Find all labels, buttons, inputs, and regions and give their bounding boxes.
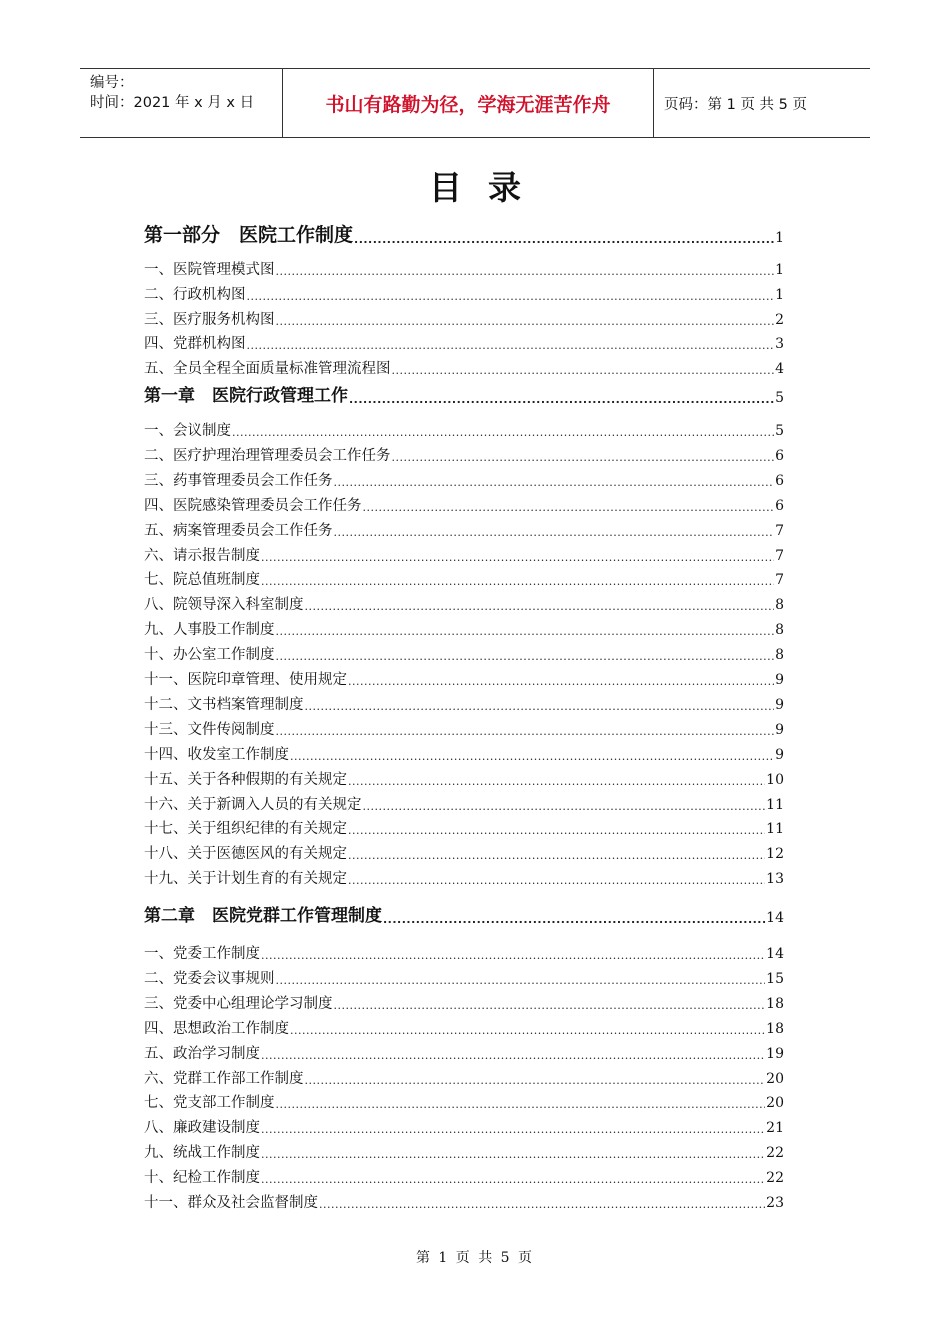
toc-entry-title: 二、行政机构图 [144,286,246,303]
toc-dot-leader [348,823,765,839]
toc-entry [144,1044,784,1064]
toc-page-number: 9 [775,672,784,688]
toc-entry [144,521,784,541]
toc-entry-title: 十三、文件传阅制度 [144,721,275,738]
toc-entry [144,969,784,989]
toc-page-number: 1 [775,286,784,303]
toc-entry [144,720,784,740]
toc-page-number: 1 [775,262,784,278]
toc-dot-leader [363,799,766,815]
toc-entry [144,334,784,354]
toc-entry-title: 十八、关于医德医风的有关规定 [144,846,347,863]
toc-entry [144,1168,784,1188]
toc-page-number: 6 [775,497,784,514]
toc-dot-leader [261,1172,765,1188]
toc-entry-title: 四、党群机构图 [144,336,246,353]
toc-page-number: 14 [766,910,784,926]
toc-dot-leader [334,998,766,1014]
document-number-label: 编号： [90,75,134,91]
toc-page-number: 12 [766,846,784,863]
toc-page-number: 23 [766,1195,784,1211]
page-footer: 第 1 页 共 5 页 [415,1250,535,1266]
toc-entry-title: 三、医疗服务机构图 [144,311,275,328]
toc-entry-title: 十、纪检工作制度 [144,1170,260,1187]
toc-entry [144,670,784,690]
header-info-cell [80,69,282,137]
toc-page-number: 11 [766,821,784,838]
toc-page-number: 6 [775,447,784,464]
toc-entry [144,944,784,964]
toc-entry [144,620,784,640]
toc-entry [144,869,784,889]
toc-page-number: 9 [775,746,784,763]
toc-entry-title: 十七、关于组织纪律的有关规定 [144,821,347,838]
toc-page-number: 7 [775,572,784,589]
toc-dot-leader [276,264,775,280]
toc-dot-leader [354,232,774,248]
toc-page-number: 15 [766,970,784,987]
toc-entry [144,1143,784,1163]
toc-dot-leader [261,1048,765,1064]
toc-dot-leader [247,338,775,354]
toc-entry-title: 八、廉政建设制度 [144,1120,260,1137]
toc-dot-leader [247,289,775,305]
toc-entry-title: 九、人事股工作制度 [144,622,275,639]
toc-dot-leader [290,1023,765,1039]
toc-entry [144,745,784,765]
toc-entry-title: 第二章 医院党群工作管理制度 [144,906,382,926]
toc-page-number: 6 [775,472,784,489]
toc-entry-title: 十五、关于各种假期的有关规定 [144,771,347,788]
toc-dot-leader [305,599,775,615]
toc-entry [144,310,784,330]
toc-part-heading [144,222,784,248]
toc-dot-leader [305,699,775,715]
toc-entry [144,844,784,864]
toc-page-number: 14 [766,946,784,962]
toc-entry-title: 四、医院感染管理委员会工作任务 [144,497,362,514]
toc-entry-title: 十、办公室工作制度 [144,647,275,664]
toc-page-number: 4 [775,361,784,378]
toc-entry [144,994,784,1014]
toc-entry [144,645,784,665]
toc-entry-title: 一、会议制度 [144,423,231,439]
toc-dot-leader [276,314,775,330]
toc-entry [144,285,784,305]
toc-page-number: 18 [766,995,784,1012]
toc-page-number: 8 [775,622,784,639]
toc-page-number: 22 [766,1145,784,1162]
toc-entry [144,546,784,566]
toc-page-number: 8 [775,597,784,614]
toc-dot-leader [363,500,775,516]
toc-page-number: 7 [775,522,784,539]
toc-dot-leader [276,724,775,740]
toc-dot-leader [334,475,775,491]
toc-page-number: 20 [766,1070,784,1087]
toc-entry [144,595,784,615]
toc-dot-leader [232,425,774,441]
toc-page-number: 5 [775,423,784,439]
toc-page-number: 2 [775,311,784,328]
toc-entry-title: 三、药事管理委员会工作任务 [144,472,333,489]
toc-entry-title: 八、院领导深入科室制度 [144,597,304,614]
toc-entry [144,471,784,491]
header-motto: 书山有路勤为径，学海无涯苦作舟 [282,69,654,137]
toc-entry-title: 第一章 医院行政管理工作 [144,386,348,406]
toc-dot-leader [261,550,774,566]
toc-page-number: 10 [766,771,784,788]
toc-entry-title: 四、思想政治工作制度 [144,1020,289,1037]
toc-page-number: 5 [775,390,784,406]
header-page-info: 页码：第 1 页 共 5 页 [664,96,807,113]
toc-entry-title: 五、政治学习制度 [144,1045,260,1062]
toc-entry-title: 三、党委中心组理论学习制度 [144,995,333,1012]
toc-entry-title: 一、党委工作制度 [144,946,260,962]
toc-page-number: 1 [775,230,784,246]
toc-entry-title: 十六、关于新调入人员的有关规定 [144,796,362,813]
toc-page-number: 19 [766,1045,784,1062]
toc-dot-leader [348,774,765,790]
toc-entry [144,1069,784,1089]
toc-entry-title: 五、全员全程全面质量标准管理流程图 [144,361,391,378]
toc-entry-title: 十二、文书档案管理制度 [144,696,304,713]
toc-chapter-heading [144,904,784,928]
toc-dot-leader [261,1122,765,1138]
toc-entry-title: 一、医院管理模式图 [144,262,275,278]
toc-dot-leader [348,873,765,889]
toc-dot-leader [334,525,775,541]
toc-entry-title: 六、党群工作部工作制度 [144,1070,304,1087]
toc-dot-leader [392,363,775,379]
toc-dot-leader [305,1073,766,1089]
toc-entry-title: 九、统战工作制度 [144,1145,260,1162]
toc-entry [144,695,784,715]
toc-entry-title: 二、医疗护理治理管理委员会工作任务 [144,447,391,464]
toc-dot-leader [276,973,766,989]
toc-dot-leader [348,848,765,864]
toc-entry [144,570,784,590]
toc-page-number: 20 [766,1095,784,1112]
toc-page-number: 21 [766,1120,784,1137]
toc-page-number: 3 [775,336,784,353]
toc-entry [144,1019,784,1039]
toc-entry [144,770,784,790]
page-title: 目录 [429,168,547,207]
toc-entry [144,421,784,441]
toc-page-number: 9 [775,696,784,713]
toc-entry [144,359,784,379]
toc-entry-title: 七、院总值班制度 [144,572,260,589]
toc-dot-leader [392,450,775,466]
toc-entry [144,446,784,466]
toc-entry-title: 十一、医院印章管理、使用规定 [144,672,347,688]
toc-dot-leader [261,948,765,964]
toc-entry-title: 二、党委会议事规则 [144,970,275,987]
toc-page-number: 7 [775,547,784,564]
toc-entry [144,1093,784,1113]
toc-entry-title: 六、请示报告制度 [144,547,260,564]
toc-page-number: 8 [775,647,784,664]
toc-entry [144,819,784,839]
toc-page-number: 13 [766,871,784,888]
toc-dot-leader [319,1197,765,1213]
toc-entry-title: 十九、关于计划生育的有关规定 [144,871,347,888]
toc-entry-title: 七、党支部工作制度 [144,1095,275,1112]
toc-entry-title: 五、病案管理委员会工作任务 [144,522,333,539]
toc-entry-title: 十四、收发室工作制度 [144,746,289,763]
header-table [80,68,870,138]
toc-page-number: 18 [766,1020,784,1037]
toc-dot-leader [261,1147,765,1163]
toc-entry [144,1193,784,1213]
toc-entry [144,1118,784,1138]
toc-entry-title: 十一、群众及社会监督制度 [144,1195,318,1211]
toc-dot-leader [383,912,765,928]
toc-dot-leader [348,674,774,690]
toc-dot-leader [261,574,774,590]
toc-entry [144,795,784,815]
toc-entry [144,496,784,516]
toc-dot-leader [349,392,774,408]
toc-dot-leader [276,649,775,665]
toc-page-number: 22 [766,1170,784,1187]
toc-page-number: 9 [775,721,784,738]
toc-dot-leader [276,624,775,640]
toc-page-number: 11 [766,796,784,813]
toc-entry [144,260,784,280]
document-time-label: 时间：2021 年 x 月 x 日 [90,95,255,111]
toc-dot-leader [276,1097,766,1113]
toc-entry-title: 第一部分 医院工作制度 [144,224,354,246]
toc-dot-leader [290,749,774,765]
toc-chapter-heading [144,384,784,408]
